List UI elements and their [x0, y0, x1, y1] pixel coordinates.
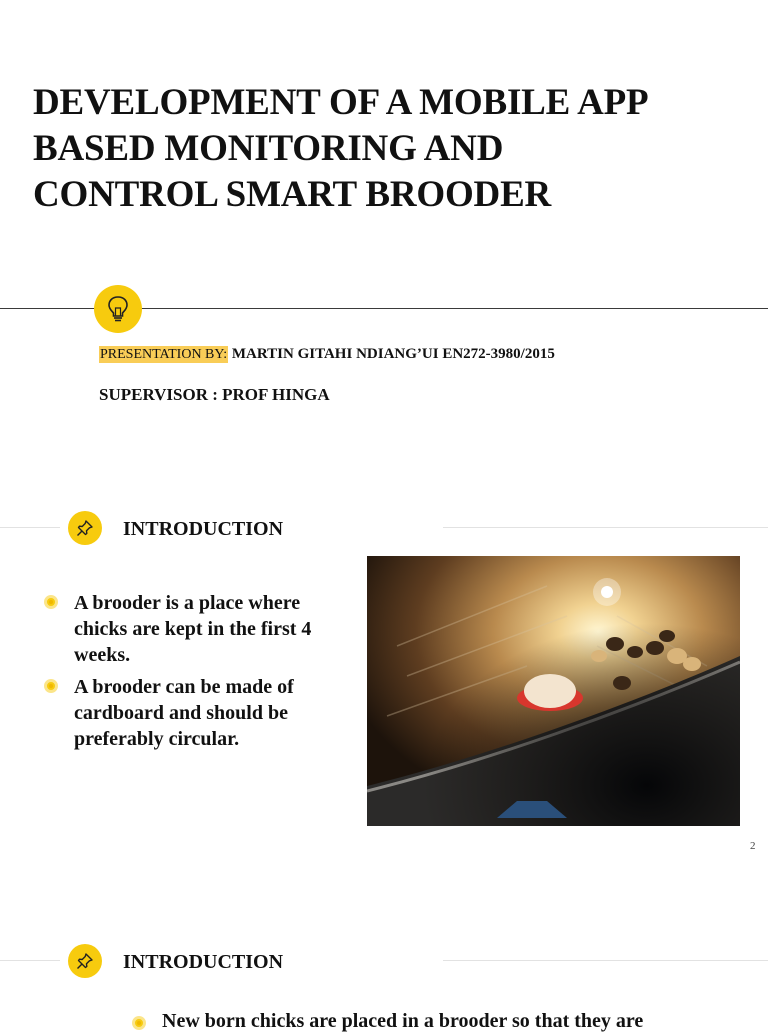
bullet-icon [44, 595, 58, 609]
section-rule-right [443, 960, 768, 961]
pushpin-icon [68, 511, 102, 545]
list-item: A brooder is a place where chicks are kept in the first 4 weeks. [44, 590, 334, 668]
pushpin-icon [68, 944, 102, 978]
supervisor-line: SUPERVISOR : PROF HINGA [99, 385, 330, 404]
title-line-1: DEVELOPMENT OF A MOBILE APP [33, 82, 649, 123]
brooder-photo [367, 556, 740, 826]
presenter-name: MARTIN GITAHI NDIANG’UI EN272-3980/2015 [228, 346, 555, 362]
bullet-list [44, 590, 334, 758]
bullet-icon [44, 679, 58, 693]
presentation-by-label: PRESENTATION BY: [100, 347, 228, 362]
section-rule-right [443, 527, 768, 528]
page-number: 2 [750, 840, 756, 852]
slide-title [33, 80, 733, 218]
title-line-2: BASED MONITORING AND [33, 128, 504, 169]
list-item: New born chicks are placed in a brooder so that they are [134, 1010, 643, 1033]
bullet-icon [132, 1016, 146, 1030]
title-line-3: CONTROL SMART BROODER [33, 174, 552, 215]
section-title: INTRODUCTION [123, 951, 284, 973]
list-item: A brooder can be made of cardboard and should be preferably circular. [44, 674, 334, 752]
section-rule-left [0, 527, 60, 528]
lightbulb-icon [94, 285, 142, 333]
section-rule-left [0, 960, 60, 961]
section-title: INTRODUCTION [123, 518, 284, 540]
presenter-line [99, 346, 555, 363]
